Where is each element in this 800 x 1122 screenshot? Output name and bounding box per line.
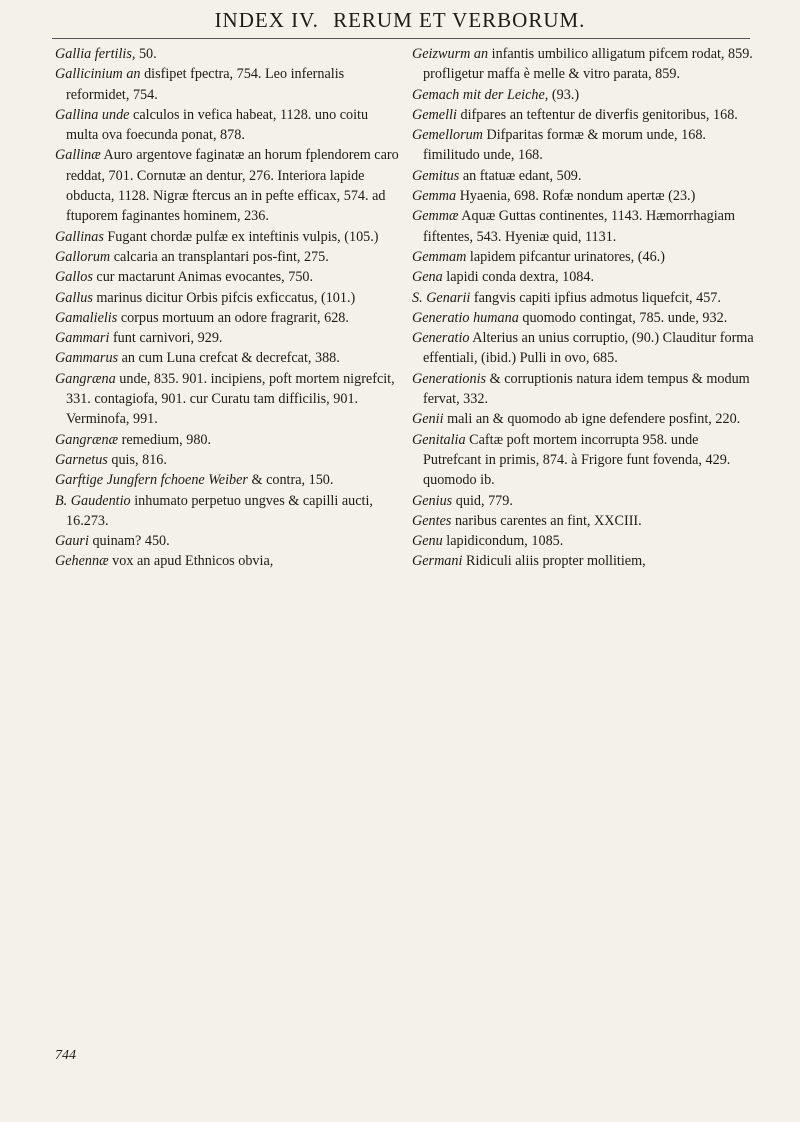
header-title: RERUM ET VERBORUM. (333, 8, 586, 32)
index-entry (55, 64, 399, 105)
entry-text: marinus dicitur Orbis pifcis exficcatus, (101.) (92, 289, 356, 306)
index-entry (55, 308, 399, 328)
entry-text: inhumato perpetuo ungves & capilli aucti, 16.273. (66, 492, 373, 529)
entry-text: disfipet fpectra, 754. Leo infernalis reformidet, 754. (66, 66, 345, 103)
index-entry (55, 491, 399, 532)
entry-text: (93.) (548, 86, 580, 103)
index-entry (55, 44, 399, 64)
entry-text: quis, 816. (107, 451, 167, 468)
index-entry (412, 267, 756, 287)
entry-text: quinam? 450. (88, 533, 170, 550)
entry-text: & corruptionis natura idem tempus & modum fervat, 332. (423, 370, 750, 408)
entry-text: Aquæ Guttas continentes, 1143. Hæmorrhagiam fiftentes, 543. Hyeniæ quid, 1131. (423, 208, 735, 245)
index-entry (412, 186, 756, 206)
entry-headword: Gena (412, 269, 443, 286)
index-entry (55, 247, 399, 267)
right-column (412, 44, 756, 572)
entry-headword: Geizwurm an (412, 46, 489, 62)
index-entry (55, 227, 399, 247)
index-entry (55, 145, 399, 226)
entry-text: Hyaenia, 698. Rofæ nondum apertæ (23.) (456, 188, 696, 205)
entry-headword: Gallos (55, 269, 93, 286)
entry-text: remedium, 980. (118, 431, 212, 448)
header-index-label: INDEX IV. (214, 8, 319, 32)
entry-headword: Genius (412, 492, 453, 509)
running-header (0, 8, 800, 33)
entry-text: 50. (135, 46, 157, 62)
entry-headword: Garnetus (55, 451, 108, 468)
entry-headword: Gallicinium an (55, 66, 141, 83)
index-entry (412, 125, 756, 166)
index-entry (55, 105, 399, 146)
entry-headword: Generationis (412, 370, 487, 387)
entry-text: lapidem pifcantur urinatores, (46.) (466, 248, 665, 265)
entry-headword: Genu (412, 533, 443, 550)
entry-headword: Gallus (55, 289, 93, 306)
entry-headword: Genii (412, 411, 444, 428)
entry-headword: Gehennæ (55, 553, 109, 570)
entry-headword: S. Genarii (412, 289, 471, 306)
index-entry (412, 206, 756, 247)
entry-text: calcaria an transplantari pos-fint, 275. (110, 248, 329, 265)
index-entry (412, 551, 756, 571)
entry-text: fangvis capiti ipfius admotus liquefcit, 457. (470, 289, 721, 306)
index-entry (55, 267, 399, 287)
entry-text: unde, 835. 901. incipiens, poft mortem nigrefcit, 331. contagiofa, 901. cur Curatu tam difficilis, 901. Verminofa, 991. (66, 370, 395, 428)
entry-headword: Genitalia (412, 431, 466, 448)
entry-headword: Generatio humana (412, 309, 519, 326)
index-entry (412, 369, 756, 410)
entry-headword: Gemellorum (412, 127, 483, 144)
entry-text: Difparitas formæ & morum unde, 168. fimilitudo unde, 168. (423, 127, 706, 164)
entry-headword: Gemma (412, 188, 457, 205)
entry-headword: Gangræna (55, 370, 116, 387)
entry-headword: Generatio (412, 330, 470, 347)
entry-text: Caftæ poft mortem incorrupta 958. unde Putrefcant in primis, 874. à Frigore funt fovenda, 429. quomodo ib. (423, 431, 731, 489)
entry-text: an cum Luna crefcat & decrefcat, 388. (118, 350, 340, 367)
entry-headword: Gallinas (55, 228, 104, 245)
entry-headword: B. Gaudentio (55, 492, 131, 509)
left-column (55, 44, 399, 572)
entry-text: & contra, 150. (247, 472, 334, 489)
index-entry (412, 44, 756, 85)
entry-headword: Gentes (412, 512, 452, 529)
entry-text: Auro argentove faginatæ an horum fplendorem caro reddat, 701. Cornutæ an dentur, 276. Interiora lapide obducta, 1128. Nigræ ftercus an in pefte efficax, 574. ad ftuporem faginantes hominem, 236. (66, 147, 399, 225)
index-entry (412, 85, 756, 105)
entry-headword: Gemitus (412, 167, 460, 184)
entry-headword: Gallia fertilis, (55, 46, 136, 62)
entry-text: Fugant chordæ pulfæ ex inteftinis vulpis, (105.) (103, 228, 379, 245)
entry-headword: Gemmam (412, 248, 467, 265)
entry-headword: Gemelli (412, 106, 457, 123)
entry-text: infantis umbilico alligatum pifcem rodat, 859. profligetur maffa è melle & vitro parata, 859. (423, 46, 753, 83)
entry-headword: Gallina unde (55, 106, 130, 123)
entry-text: vox an apud Ethnicos obvia, (108, 553, 274, 570)
entry-text: quid, 779. (452, 492, 513, 509)
index-entry (55, 470, 399, 490)
page-number: 744 (55, 1048, 76, 1063)
index-entry (412, 430, 756, 491)
entry-headword: Gamalielis (55, 309, 118, 326)
index-entry (412, 511, 756, 531)
entry-headword: Garftige Jungfern fchoene Weiber (55, 472, 248, 489)
entry-headword: Germani (412, 553, 463, 570)
entry-text: cur mactarunt Animas evocantes, 750. (92, 269, 314, 286)
index-entry (55, 328, 399, 348)
entry-text: mali an & quomodo ab igne defendere posfint, 220. (443, 411, 741, 428)
index-entry (55, 348, 399, 368)
header-rule (52, 38, 750, 39)
index-entry (412, 288, 756, 308)
index-entry (55, 430, 399, 450)
index-entry (412, 531, 756, 551)
entry-headword: Gammarus (55, 350, 119, 367)
index-entry (412, 105, 756, 125)
index-entry (55, 288, 399, 308)
index-entry (412, 247, 756, 267)
entry-headword: Gammari (55, 330, 110, 347)
index-entry (412, 308, 756, 328)
index-entry (55, 369, 399, 430)
entry-headword: Gangrænæ (55, 431, 119, 448)
entry-text: Ridiculi aliis propter mollitiem, (462, 553, 646, 570)
index-entry (55, 551, 399, 571)
entry-text: difpares an teftentur de diverfis genitoribus, 168. (456, 106, 738, 123)
entry-text: naribus carentes an fint, XXCIII. (451, 512, 642, 529)
entry-text: quomodo contingat, 785. unde, 932. (518, 309, 728, 326)
entry-text: corpus mortuum an odore fragrarit, 628. (117, 309, 349, 326)
entry-text: funt carnivori, 929. (109, 330, 223, 347)
entry-text: calculos in vefica habeat, 1128. uno coitu multa ova foecunda ponat, 878. (66, 106, 369, 144)
entry-headword: Gemmæ (412, 208, 459, 225)
entry-text: an ftatuæ edant, 509. (459, 167, 582, 184)
index-entry (412, 409, 756, 429)
index-entry (55, 450, 399, 470)
entry-headword: Gallinæ (55, 147, 101, 164)
entry-headword: Gallorum (55, 248, 111, 265)
entry-text: Alterius an unius corruptio, (90.) Clauditur forma effentiali, (ibid.) Pulli in ovo, 685. (423, 330, 754, 367)
index-entry (55, 531, 399, 551)
entry-text: lapidi conda dextra, 1084. (442, 269, 595, 286)
entry-headword: Gemach mit der Leiche, (412, 86, 549, 103)
entry-text: lapidicondum, 1085. (442, 533, 564, 550)
index-entry (412, 491, 756, 511)
index-entry (412, 328, 756, 369)
index-entry (412, 166, 756, 186)
entry-headword: Gauri (55, 533, 89, 550)
